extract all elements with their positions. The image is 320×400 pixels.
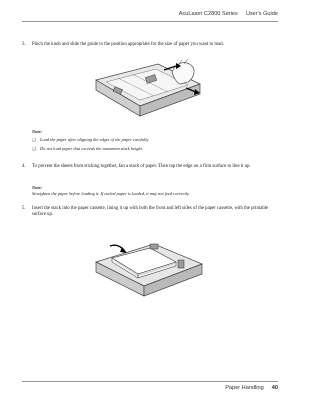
note-1 [32, 129, 280, 151]
step-5-number: 5. [22, 206, 26, 211]
note-2 [32, 185, 280, 197]
step-4-text: To prevent the sheets from sticking together, fan a stack of paper. Then tap the edge on a firm surface to line it up. [32, 164, 251, 169]
step-4 [22, 164, 280, 170]
header-product: AcuLaser C2800 Series [178, 11, 238, 17]
page-number: 40 [271, 385, 278, 391]
footer-divider [22, 381, 278, 382]
bullet-box-icon: ❏ [32, 145, 36, 151]
bullet-box-icon: ❏ [32, 136, 36, 142]
note-2-title: Note: [32, 185, 42, 190]
page-header [179, 11, 278, 17]
cassette-guide-illustration [88, 58, 208, 122]
header-guide: User's Guide [245, 11, 278, 17]
note-1-bullet-2: ❏ Do not load paper that exceeds the maximum stack height. [32, 145, 143, 151]
note-1-title: Note: [32, 129, 42, 134]
note-2-text: Straighten the paper before loading it. If curled paper is loaded, it may not feed correctly. [32, 190, 190, 196]
step-3-text: Pinch the knob and slide the guide to the position appropriate for the size of paper you want to load. [32, 42, 224, 47]
step-5-text: Insert the stack into the paper cassette, lining it up with both the front and left sides of the paper cassette, with the printable surface up. [32, 206, 269, 218]
step-5 [22, 206, 280, 218]
header-divider [22, 21, 278, 22]
paper-loading-illustration [90, 236, 208, 302]
step-3 [22, 42, 280, 48]
step-4-number: 4. [22, 164, 26, 169]
page-footer [225, 385, 278, 391]
footer-section: Paper Handling [225, 385, 264, 391]
step-3-number: 3. [22, 42, 26, 47]
note-1-bullet-1: ❏ Load the paper after aligning the edges of the paper carefully. [32, 136, 150, 142]
